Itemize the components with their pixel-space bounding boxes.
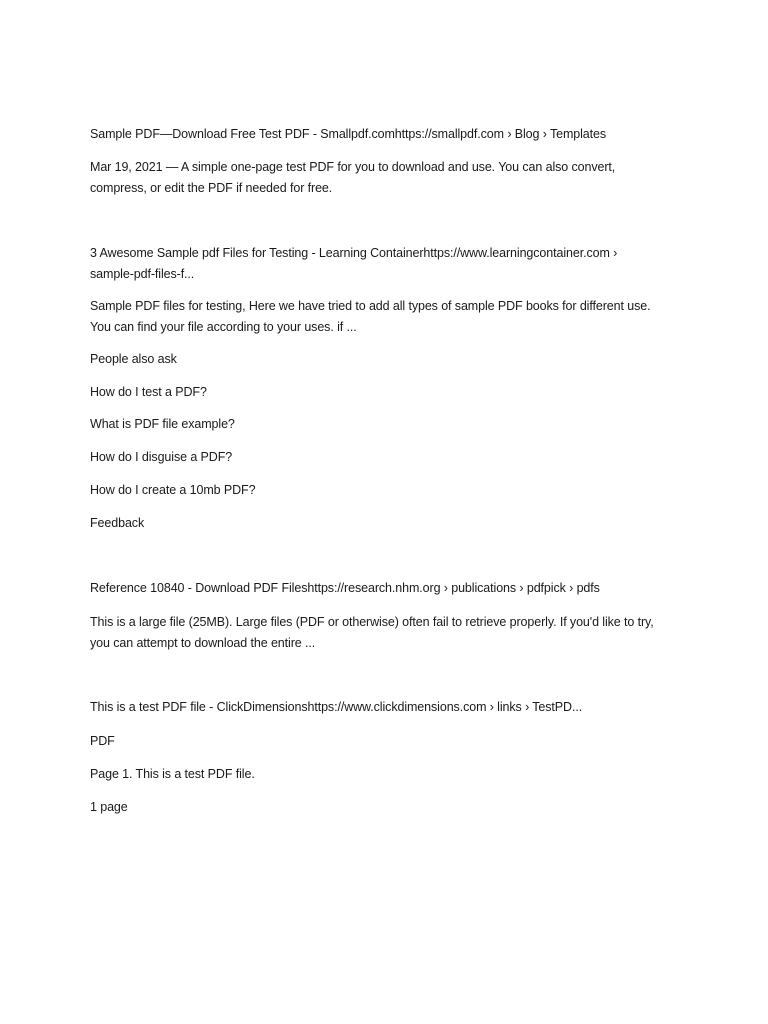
result-format-label: PDF: [90, 734, 115, 748]
result-snippet-line: Page 1. This is a test PDF file.: [90, 767, 255, 781]
question-item[interactable]: How do I create a 10mb PDF?: [90, 483, 256, 497]
result-snippet-line: compress, or edit the PDF if needed for free.: [90, 181, 333, 195]
question-item[interactable]: How do I test a PDF?: [90, 385, 207, 399]
result-page-count: 1 page: [90, 800, 128, 814]
people-also-ask-heading: People also ask: [90, 352, 177, 366]
result-title-nhm[interactable]: Reference 10840 - Download PDF Fileshttps://research.nhm.org › publications › pdfpick › pdfs: [90, 581, 600, 595]
question-item[interactable]: How do I disguise a PDF?: [90, 450, 233, 464]
result-snippet-line: you can attempt to download the entire ...: [90, 636, 316, 650]
result-title-clickdimensions[interactable]: This is a test PDF file - ClickDimensionshttps://www.clickdimensions.com › links › TestPD...: [90, 700, 583, 714]
result-snippet-line: Sample PDF files for testing, Here we have tried to add all types of sample PDF books for different use.: [90, 299, 651, 313]
result-title-learningcontainer-cont[interactable]: sample-pdf-files-f...: [90, 267, 195, 281]
question-item[interactable]: What is PDF file example?: [90, 417, 235, 431]
result-snippet-line: Mar 19, 2021 — A simple one-page test PDF for you to download and use. You can also convert,: [90, 160, 616, 174]
result-snippet-line: This is a large file (25MB). Large files (PDF or otherwise) often fail to retrieve properly. If you'd like to try,: [90, 615, 654, 629]
document-page: [90, 0, 680, 1024]
feedback-link[interactable]: Feedback: [90, 516, 145, 530]
result-title-learningcontainer[interactable]: 3 Awesome Sample pdf Files for Testing - Learning Containerhttps://www.learningcontainer.com ›: [90, 246, 618, 260]
result-title-smallpdf[interactable]: Sample PDF—Download Free Test PDF - Smallpdf.comhttps://smallpdf.com › Blog › Templates: [90, 127, 607, 141]
result-snippet-line: You can find your file according to your uses. if ...: [90, 320, 357, 334]
